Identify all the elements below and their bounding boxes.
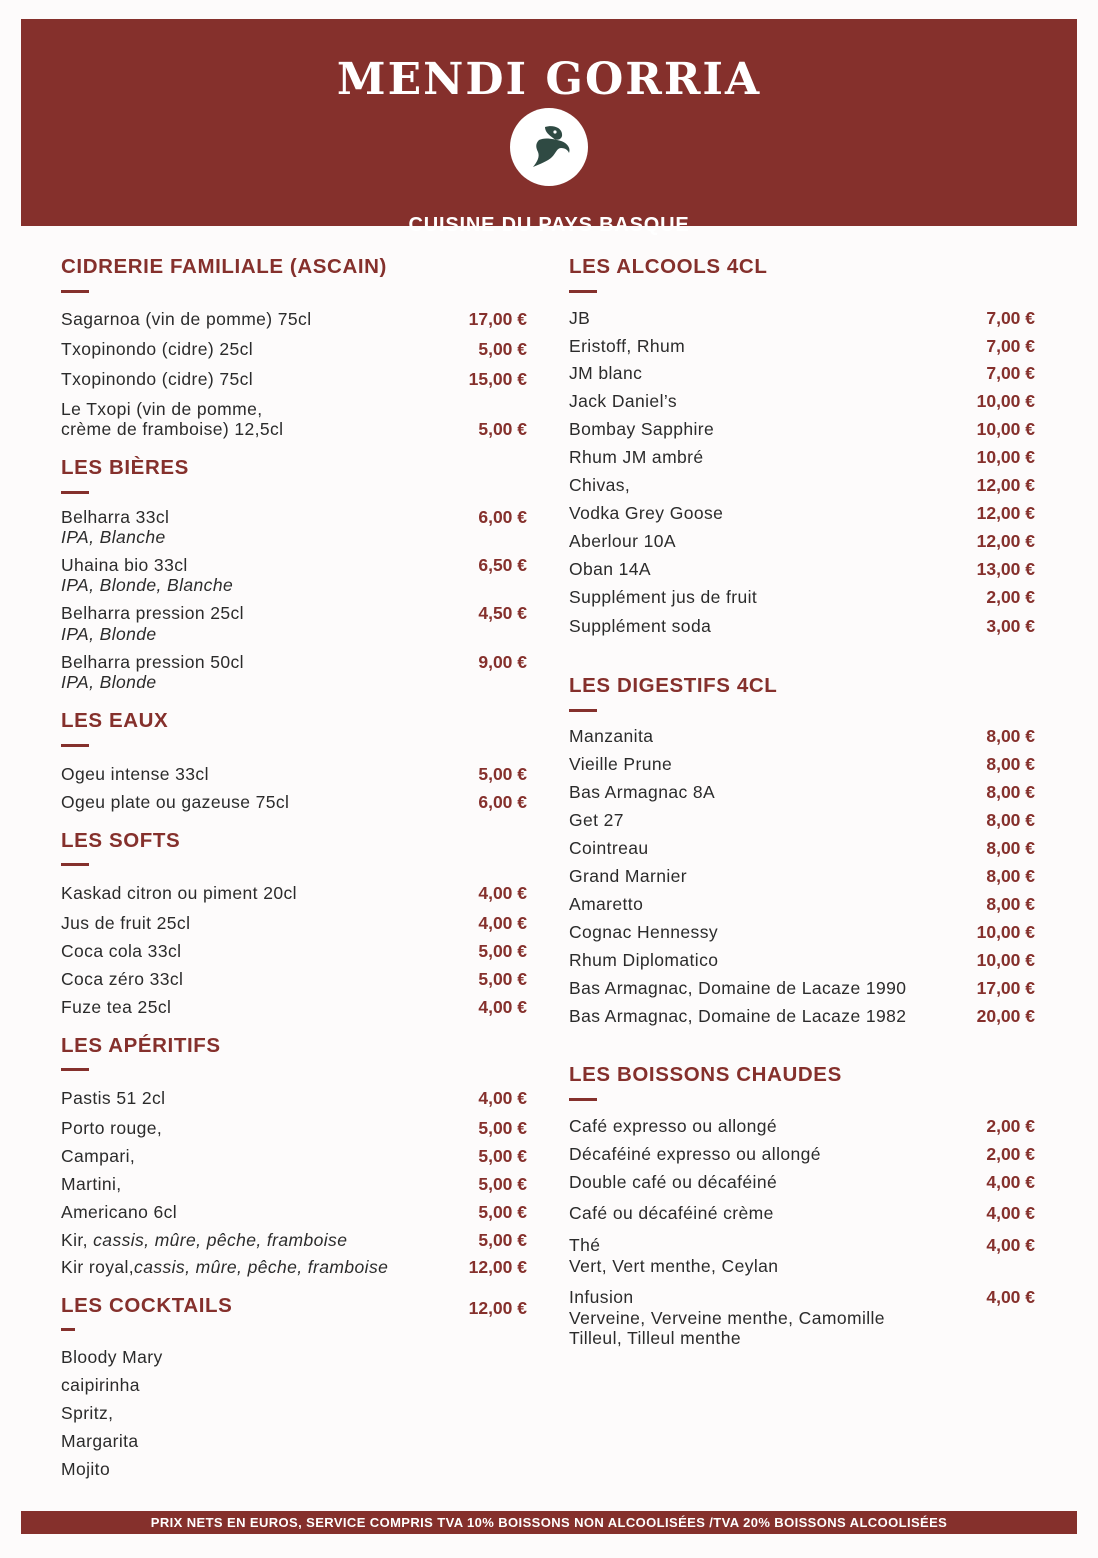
cocktail-item: Bloody Mary <box>61 1347 163 1367</box>
menu-item-price: 5,00 € <box>478 1146 527 1166</box>
menu-item-price: 8,00 € <box>986 866 1035 886</box>
section-divider <box>61 863 89 866</box>
menu-item-description: IPA, Blanche <box>61 527 166 547</box>
cocktail-item: caipirinha <box>61 1375 140 1395</box>
menu-item-name: JB <box>569 308 591 328</box>
menu-item-name: Grand Marnier <box>569 866 688 886</box>
menu-item-price: 8,00 € <box>986 726 1035 746</box>
menu-item-name: Belharra pression 25cl <box>61 603 244 623</box>
menu-item-name: Bas Armagnac, Domaine de Lacaze 1982 <box>569 1006 907 1026</box>
menu-item-name: Café ou décaféiné crème <box>569 1203 774 1223</box>
menu-item-price: 5,00 € <box>478 764 527 784</box>
menu-item-name: Bas Armagnac 8A <box>569 782 716 802</box>
menu-item-description: IPA, Blonde <box>61 672 157 692</box>
menu-item-price: 7,00 € <box>986 336 1035 356</box>
menu-item-price: 10,00 € <box>976 922 1035 942</box>
menu-item-flavours: cassis, mûre, pêche, framboise <box>134 1257 389 1277</box>
menu-item-description: Verveine, Verveine menthe, Camomille <box>569 1308 885 1328</box>
menu-item-price: 5,00 € <box>478 941 527 961</box>
menu-item-name: Le Txopi (vin de pomme, <box>61 399 263 419</box>
menu-item-price: 6,50 € <box>478 555 527 575</box>
menu-item-price: 5,00 € <box>478 419 527 439</box>
menu-item-name: Jack Daniel’s <box>569 391 677 411</box>
menu-item-price: 10,00 € <box>976 447 1035 467</box>
menu-item-name: Oban 14A <box>569 559 652 579</box>
menu-item-price: 7,00 € <box>986 363 1035 383</box>
menu-item-price: 12,00 € <box>976 503 1035 523</box>
menu-item-name: JM blanc <box>569 363 643 383</box>
logo <box>510 108 588 186</box>
footer-banner: PRIX NETS EN EUROS, SERVICE COMPRIS TVA 10% BOISSONS NON ALCOOLISÉES /TVA 20% BOISSONS ALCOOLISÉES <box>21 1511 1077 1534</box>
menu-item-name: Americano 6cl <box>61 1202 178 1222</box>
menu-item-name: Infusion <box>569 1287 634 1307</box>
menu-item-name-kir <box>61 1230 347 1250</box>
section-divider <box>61 1068 89 1071</box>
section-divider <box>61 744 89 747</box>
menu-item-name: Coca zéro 33cl <box>61 969 184 989</box>
section-title-aperitifs: LES APÉRITIFS <box>61 1034 221 1057</box>
menu-item-name: Porto rouge, <box>61 1118 163 1138</box>
menu-item-name: Chivas, <box>569 475 631 495</box>
menu-item-name: Amaretto <box>569 894 644 914</box>
menu-item-price: 2,00 € <box>986 1144 1035 1164</box>
menu-item-name: Kir, <box>61 1230 94 1250</box>
menu-item-name: Kir royal, <box>61 1257 135 1277</box>
menu-item-name: Belharra 33cl <box>61 507 170 527</box>
menu-item-name: Supplément jus de fruit <box>569 587 758 607</box>
menu-item-name-line2: crème de framboise) 12,5cl <box>61 419 284 439</box>
section-title-eaux: LES EAUX <box>61 709 169 732</box>
menu-item-name: Vieille Prune <box>569 754 673 774</box>
menu-item-price: 15,00 € <box>468 369 527 389</box>
menu-item-price: 17,00 € <box>468 309 527 329</box>
menu-item-name: Get 27 <box>569 810 624 830</box>
menu-item-price: 6,00 € <box>478 507 527 527</box>
menu-item-name: Txopinondo (cidre) 75cl <box>61 369 254 389</box>
menu-item-price: 17,00 € <box>976 978 1035 998</box>
menu-item-name: Thé <box>569 1235 601 1255</box>
menu-item-name: Aberlour 10A <box>569 531 676 551</box>
section-divider <box>61 290 89 293</box>
menu-item-name: Eristoff, Rhum <box>569 336 686 356</box>
menu-item-price: 12,00 € <box>976 531 1035 551</box>
menu-item-name: Vodka Grey Goose <box>569 503 724 523</box>
menu-item-price: 6,00 € <box>478 792 527 812</box>
menu-item-description: IPA, Blonde <box>61 624 157 644</box>
menu-item-name: Pastis 51 2cl <box>61 1088 166 1108</box>
menu-item-description: Tilleul, Tilleul menthe <box>569 1328 741 1348</box>
cocktail-item: Margarita <box>61 1431 139 1451</box>
menu-item-name-kir-royal <box>61 1257 388 1277</box>
section-divider <box>569 290 597 293</box>
menu-item-name: Café expresso ou allongé <box>569 1116 778 1136</box>
header-banner <box>21 19 1077 236</box>
menu-item-price: 2,00 € <box>986 1116 1035 1136</box>
section-title-boissons-chaudes: LES BOISSONS CHAUDES <box>569 1063 842 1086</box>
menu-item-name: Belharra pression 50cl <box>61 652 244 672</box>
menu-item-name: Double café ou décaféiné <box>569 1172 778 1192</box>
menu-item-name: Ogeu intense 33cl <box>61 764 209 784</box>
menu-item-name: Supplément soda <box>569 616 712 636</box>
section-title-bieres: LES BIÈRES <box>61 456 189 479</box>
section-divider <box>61 491 89 494</box>
menu-item-price: 5,00 € <box>478 1174 527 1194</box>
menu-item-name: Campari, <box>61 1146 136 1166</box>
restaurant-name: MENDI GORRIA <box>336 54 762 105</box>
menu-item-price: 4,00 € <box>986 1287 1035 1307</box>
menu-item-price: 5,00 € <box>478 1230 527 1250</box>
menu-item-name: Txopinondo (cidre) 25cl <box>61 339 254 359</box>
menu-item-price: 9,00 € <box>478 652 527 672</box>
section-divider <box>569 1098 597 1101</box>
menu-item-name: Sagarnoa (vin de pomme) 75cl <box>61 309 312 329</box>
menu-item-price: 4,00 € <box>986 1235 1035 1255</box>
restaurant-subtitle: CUISINE DU PAYS BASQUE <box>408 214 690 236</box>
section-title-softs: LES SOFTS <box>61 829 181 852</box>
menu-item-name: Martini, <box>61 1174 122 1194</box>
menu-item-name: Rhum JM ambré <box>569 447 704 467</box>
menu-item-name: Kaskad citron ou piment 20cl <box>61 883 297 903</box>
menu-item-price: 10,00 € <box>976 950 1035 970</box>
menu-item-price: 12,00 € <box>468 1257 527 1277</box>
menu-item-name: Ogeu plate ou gazeuse 75cl <box>61 792 290 812</box>
cocktail-item: Mojito <box>61 1459 111 1479</box>
menu-item-flavours: cassis, mûre, pêche, framboise <box>93 1230 348 1250</box>
menu-item-price: 4,00 € <box>986 1203 1035 1223</box>
pepper-leaf-icon <box>525 123 573 171</box>
menu-item-name: Jus de fruit 25cl <box>61 913 191 933</box>
menu-item-price: 12,00 € <box>976 475 1035 495</box>
menu-item-price: 10,00 € <box>976 419 1035 439</box>
menu-item-description: Vert, Vert menthe, Ceylan <box>569 1256 779 1276</box>
cocktail-item: Spritz, <box>61 1403 114 1423</box>
menu-item-price: 13,00 € <box>976 559 1035 579</box>
menu-item-name: Fuze tea 25cl <box>61 997 172 1017</box>
section-divider <box>569 709 597 712</box>
section-title-cidrerie: CIDRERIE FAMILIALE (ASCAIN) <box>61 255 387 278</box>
menu-item-name: Coca cola 33cl <box>61 941 182 961</box>
menu-item-price: 4,00 € <box>478 1088 527 1108</box>
menu-item-price: 5,00 € <box>478 339 527 359</box>
menu-item-price: 8,00 € <box>986 810 1035 830</box>
menu-item-name: Bas Armagnac, Domaine de Lacaze 1990 <box>569 978 907 998</box>
menu-item-name: Cognac Hennessy <box>569 922 718 942</box>
section-title-digestifs: LES DIGESTIFS 4CL <box>569 674 778 697</box>
menu-item-name: Uhaina bio 33cl <box>61 555 188 575</box>
menu-item-description: IPA, Blonde, Blanche <box>61 575 234 595</box>
menu-item-price: 4,00 € <box>986 1172 1035 1192</box>
menu-item-price: 20,00 € <box>976 1006 1035 1026</box>
section-title-alcools: LES ALCOOLS 4CL <box>569 255 768 278</box>
menu-item-name: Rhum Diplomatico <box>569 950 719 970</box>
menu-item-name: Cointreau <box>569 838 649 858</box>
menu-item-price: 8,00 € <box>986 782 1035 802</box>
menu-item-name: Décaféiné expresso ou allongé <box>569 1144 821 1164</box>
menu-item-price: 2,00 € <box>986 587 1035 607</box>
section-divider <box>61 1328 75 1331</box>
menu-item-price: 3,00 € <box>986 616 1035 636</box>
menu-item-price: 5,00 € <box>478 1118 527 1138</box>
menu-item-price: 4,50 € <box>478 603 527 623</box>
cocktails-price: 12,00 € <box>468 1298 527 1318</box>
menu-item-price: 5,00 € <box>478 969 527 989</box>
menu-item-price: 5,00 € <box>478 1202 527 1222</box>
menu-item-price: 7,00 € <box>986 308 1035 328</box>
menu-item-price: 10,00 € <box>976 391 1035 411</box>
menu-item-price: 8,00 € <box>986 894 1035 914</box>
menu-item-price: 8,00 € <box>986 754 1035 774</box>
menu-item-name: Bombay Sapphire <box>569 419 715 439</box>
menu-item-price: 4,00 € <box>478 997 527 1017</box>
section-title-cocktails: LES COCKTAILS <box>61 1294 233 1317</box>
menu-item-price: 4,00 € <box>478 913 527 933</box>
menu-item-name: Manzanita <box>569 726 654 746</box>
menu-item-price: 8,00 € <box>986 838 1035 858</box>
menu-item-price: 4,00 € <box>478 883 527 903</box>
